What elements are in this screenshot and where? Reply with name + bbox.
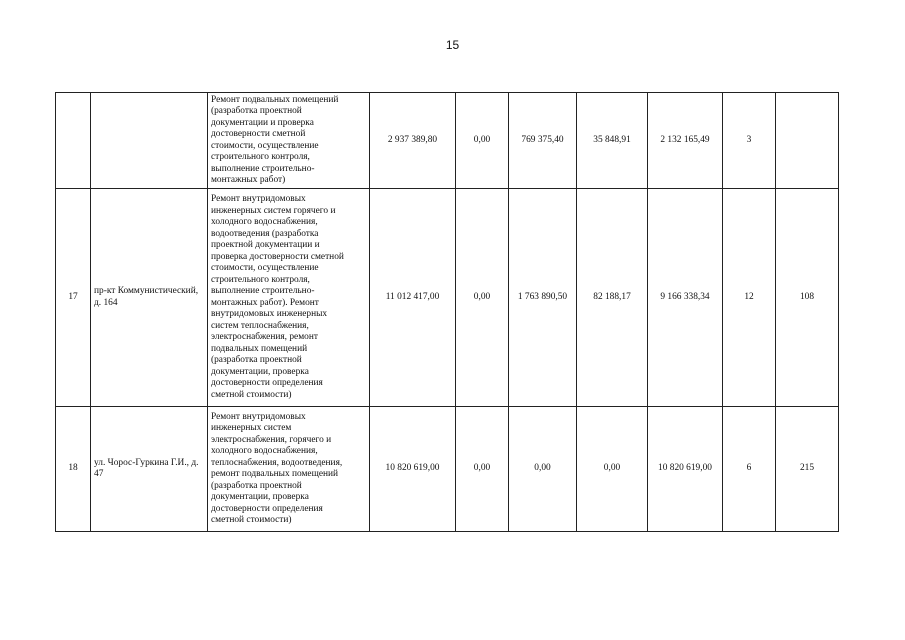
value-cell: 0,00 (456, 407, 509, 532)
value-cell: 0,00 (456, 93, 509, 189)
value-cell: 0,00 (509, 407, 577, 532)
work-description-cell: Ремонт подвальных помещений (разработка проектной документации и проверка достоверности сметной стоимости, осуществление строительного контроля, выполнение строительно- монтажных работ) (208, 93, 370, 189)
value-cell: 0,00 (577, 407, 648, 532)
address-cell: пр-кт Коммунистический, д. 164 (91, 189, 208, 407)
address-cell: ул. Чорос-Гуркина Г.И., д. 47 (91, 407, 208, 532)
count-cell (776, 93, 839, 189)
works-table (55, 92, 839, 532)
count-cell: 3 (723, 93, 776, 189)
row-number-cell: 17 (56, 189, 91, 407)
row-number-cell: 18 (56, 407, 91, 532)
count-cell: 6 (723, 407, 776, 532)
value-cell: 82 188,17 (577, 189, 648, 407)
address-cell (91, 93, 208, 189)
value-cell: 2 132 165,49 (648, 93, 723, 189)
page-number: 15 (445, 38, 460, 52)
count-cell: 108 (776, 189, 839, 407)
row-number-cell (56, 93, 91, 189)
value-cell: 35 848,91 (577, 93, 648, 189)
total-cost-cell: 2 937 389,80 (370, 93, 456, 189)
total-cost-cell: 10 820 619,00 (370, 407, 456, 532)
count-cell: 12 (723, 189, 776, 407)
value-cell: 1 763 890,50 (509, 189, 577, 407)
value-cell: 9 166 338,34 (648, 189, 723, 407)
work-description-cell: Ремонт внутридомовых инженерных систем горячего и холодного водоснабжения, водоотведения (разработка проектной документации и проверка достоверности сметной стоимости, осуществление строительного контроля, выполнение строительно- монтажных работ). Ремонт внутридомовых инженерных систем теплоснабжения, электроснабжения, ремонт подвальных помещений (разработка проектной документации, проверка достоверности определения сметной стоимости) (208, 189, 370, 407)
total-cost-cell: 11 012 417,00 (370, 189, 456, 407)
value-cell: 769 375,40 (509, 93, 577, 189)
value-cell: 10 820 619,00 (648, 407, 723, 532)
work-description-cell: Ремонт внутридомовых инженерных систем электроснабжения, горячего и холодного водоснабжения, теплоснабжения, водоотведения, ремонт подвальных помещений (разработка проектной документации, проверка достоверности определения сметной стоимости) (208, 407, 370, 532)
table-row (56, 93, 839, 189)
count-cell: 215 (776, 407, 839, 532)
table-row (56, 407, 839, 532)
table-row (56, 189, 839, 407)
value-cell: 0,00 (456, 189, 509, 407)
